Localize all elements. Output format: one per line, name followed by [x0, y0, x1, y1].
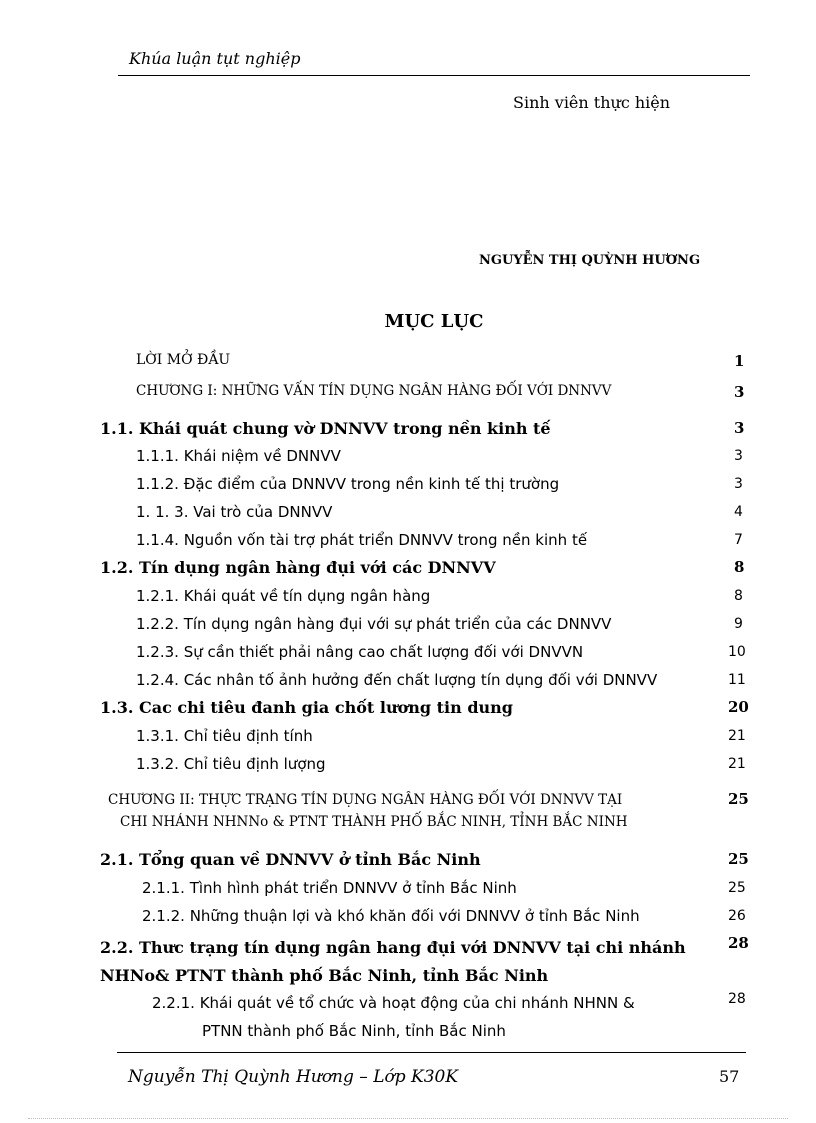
toc-entry-page: 21: [728, 728, 746, 744]
toc-entry-text: 2.2.1. Khái quát về tổ chức và hoạt động của chi nhánh NHNN &: [152, 994, 635, 1012]
footer-author-class: Nguyễn Thị Quỳnh Hương – Lớp K30K: [128, 1067, 459, 1087]
toc-entry-text: CHƯƠNG I: NHỮNG VẤN TÍN DỤNG NGÂN HÀNG ĐỐI VỚI DNNVV: [136, 383, 612, 399]
toc-entry-page: 3: [734, 419, 745, 437]
toc-entry-page: 25: [728, 790, 749, 808]
toc-entry-page: 4: [734, 504, 743, 520]
toc-entry-page: 1: [734, 352, 745, 370]
toc-entry-text: 1.2.1. Khái quát về tín dụng ngân hàng: [136, 587, 431, 605]
toc-entry-page: 26: [728, 908, 746, 924]
toc-entry-text: LỜI MỞ ĐẦU: [136, 352, 231, 368]
toc-entry-text: 1.1.1. Khái niệm về DNNVV: [136, 447, 341, 465]
toc-entry-text: 1.1.2. Đặc điểm của DNNVV trong nền kinh tế thị trường: [136, 475, 560, 493]
toc-entry-text: 1.3.2. Chỉ tiêu định lượng: [136, 755, 326, 773]
toc-entry-page: 8: [734, 558, 745, 576]
toc-entry-page: 3: [734, 476, 743, 492]
toc-entry-text: 2.1.1. Tình hình phát triển DNNVV ở tỉnh Bắc Ninh: [142, 879, 517, 897]
footer-page-number: 57: [719, 1067, 740, 1086]
toc-entry-text: 2.2. Thưc trạng tín dụng ngân hang đụi với DNNVV tại chi nhánh: [100, 938, 686, 957]
toc-entry-text: 1.2.4. Các nhân tố ảnh hưởng đến chất lượng tín dụng đối với DNNVV: [136, 671, 658, 689]
toc-entry-page: 11: [728, 672, 746, 688]
toc-entry-text: 1.1. Khái quát chung vờ DNNVV trong nền kinh tế: [100, 419, 551, 438]
toc-entry-text: 2.1.2. Những thuận lợi và khó khăn đối với DNNVV ở tỉnh Bắc Ninh: [142, 907, 640, 925]
signer-caption: Sinh viên thực hiện: [513, 93, 671, 112]
signer-name: NGUYỄN THỊ QUỲNH HƯƠNG: [479, 253, 701, 268]
toc-entry-text-continued: CHI NHÁNH NHNNo & PTNT THÀNH PHỐ BẮC NINH, TỈNH BẮC NINH: [120, 814, 628, 830]
page-edge-dotted-line: [28, 1118, 788, 1119]
toc-entry[interactable]: [100, 934, 700, 990]
toc-entry-page: 8: [734, 588, 743, 604]
toc-entry-page: 28: [728, 934, 749, 952]
toc-entry-page: 21: [728, 756, 746, 772]
toc-entry-page: 10: [728, 644, 746, 660]
toc-entry-page: 9: [734, 616, 743, 632]
toc-entry-text: 1.3. Cac chi tiêu đanh gia chốt lương tin dung: [100, 698, 513, 717]
toc-entry-page: 25: [728, 850, 749, 868]
toc-entry-page: 25: [728, 880, 746, 896]
toc-title: MỤC LỤC: [384, 311, 484, 332]
toc-entry-page: 3: [734, 383, 745, 401]
toc-entry-text: 1.2. Tín dụng ngân hàng đụi với các DNNVV: [100, 558, 496, 577]
toc-entry-text: 1.3.1. Chỉ tiêu định tính: [136, 727, 313, 745]
toc-entry-text: 1.1.4. Nguồn vốn tài trợ phát triển DNNVV trong nền kinh tế: [136, 531, 588, 549]
toc-entry-page: 3: [734, 448, 743, 464]
toc-entry-text: 2.1. Tổng quan về DNNVV ở tỉnh Bắc Ninh: [100, 850, 481, 869]
toc-entry-page: 7: [734, 532, 743, 548]
toc-entry[interactable]: [152, 989, 712, 1045]
footer-divider: [117, 1052, 746, 1053]
toc-entry-text: 1. 1. 3. Vai trò của DNNVV: [136, 503, 333, 521]
header-title: Khúa luận tụt nghiệp: [129, 49, 301, 68]
toc-entry-text-continued: NHNo& PTNT thành phố Bắc Ninh, tỉnh Bắc Ninh: [100, 966, 549, 985]
toc-entry-text: CHƯƠNG II: THỰC TRẠNG TÍN DỤNG NGÂN HÀNG ĐỐI VỚI DNNVV TẠI: [108, 792, 623, 808]
toc-entry-text: 1.2.2. Tín dụng ngân hàng đụi với sự phát triển của các DNNVV: [136, 615, 612, 633]
toc-entry[interactable]: [108, 789, 708, 833]
toc-entry-page: 20: [728, 698, 749, 716]
toc-entry-text: 1.2.3. Sự cần thiết phải nâng cao chất lượng đối với DNVVN: [136, 643, 584, 661]
toc-entry-text-continued: PTNN thành phố Bắc Ninh, tỉnh Bắc Ninh: [202, 1022, 506, 1040]
toc-entry-page: 28: [728, 991, 746, 1007]
